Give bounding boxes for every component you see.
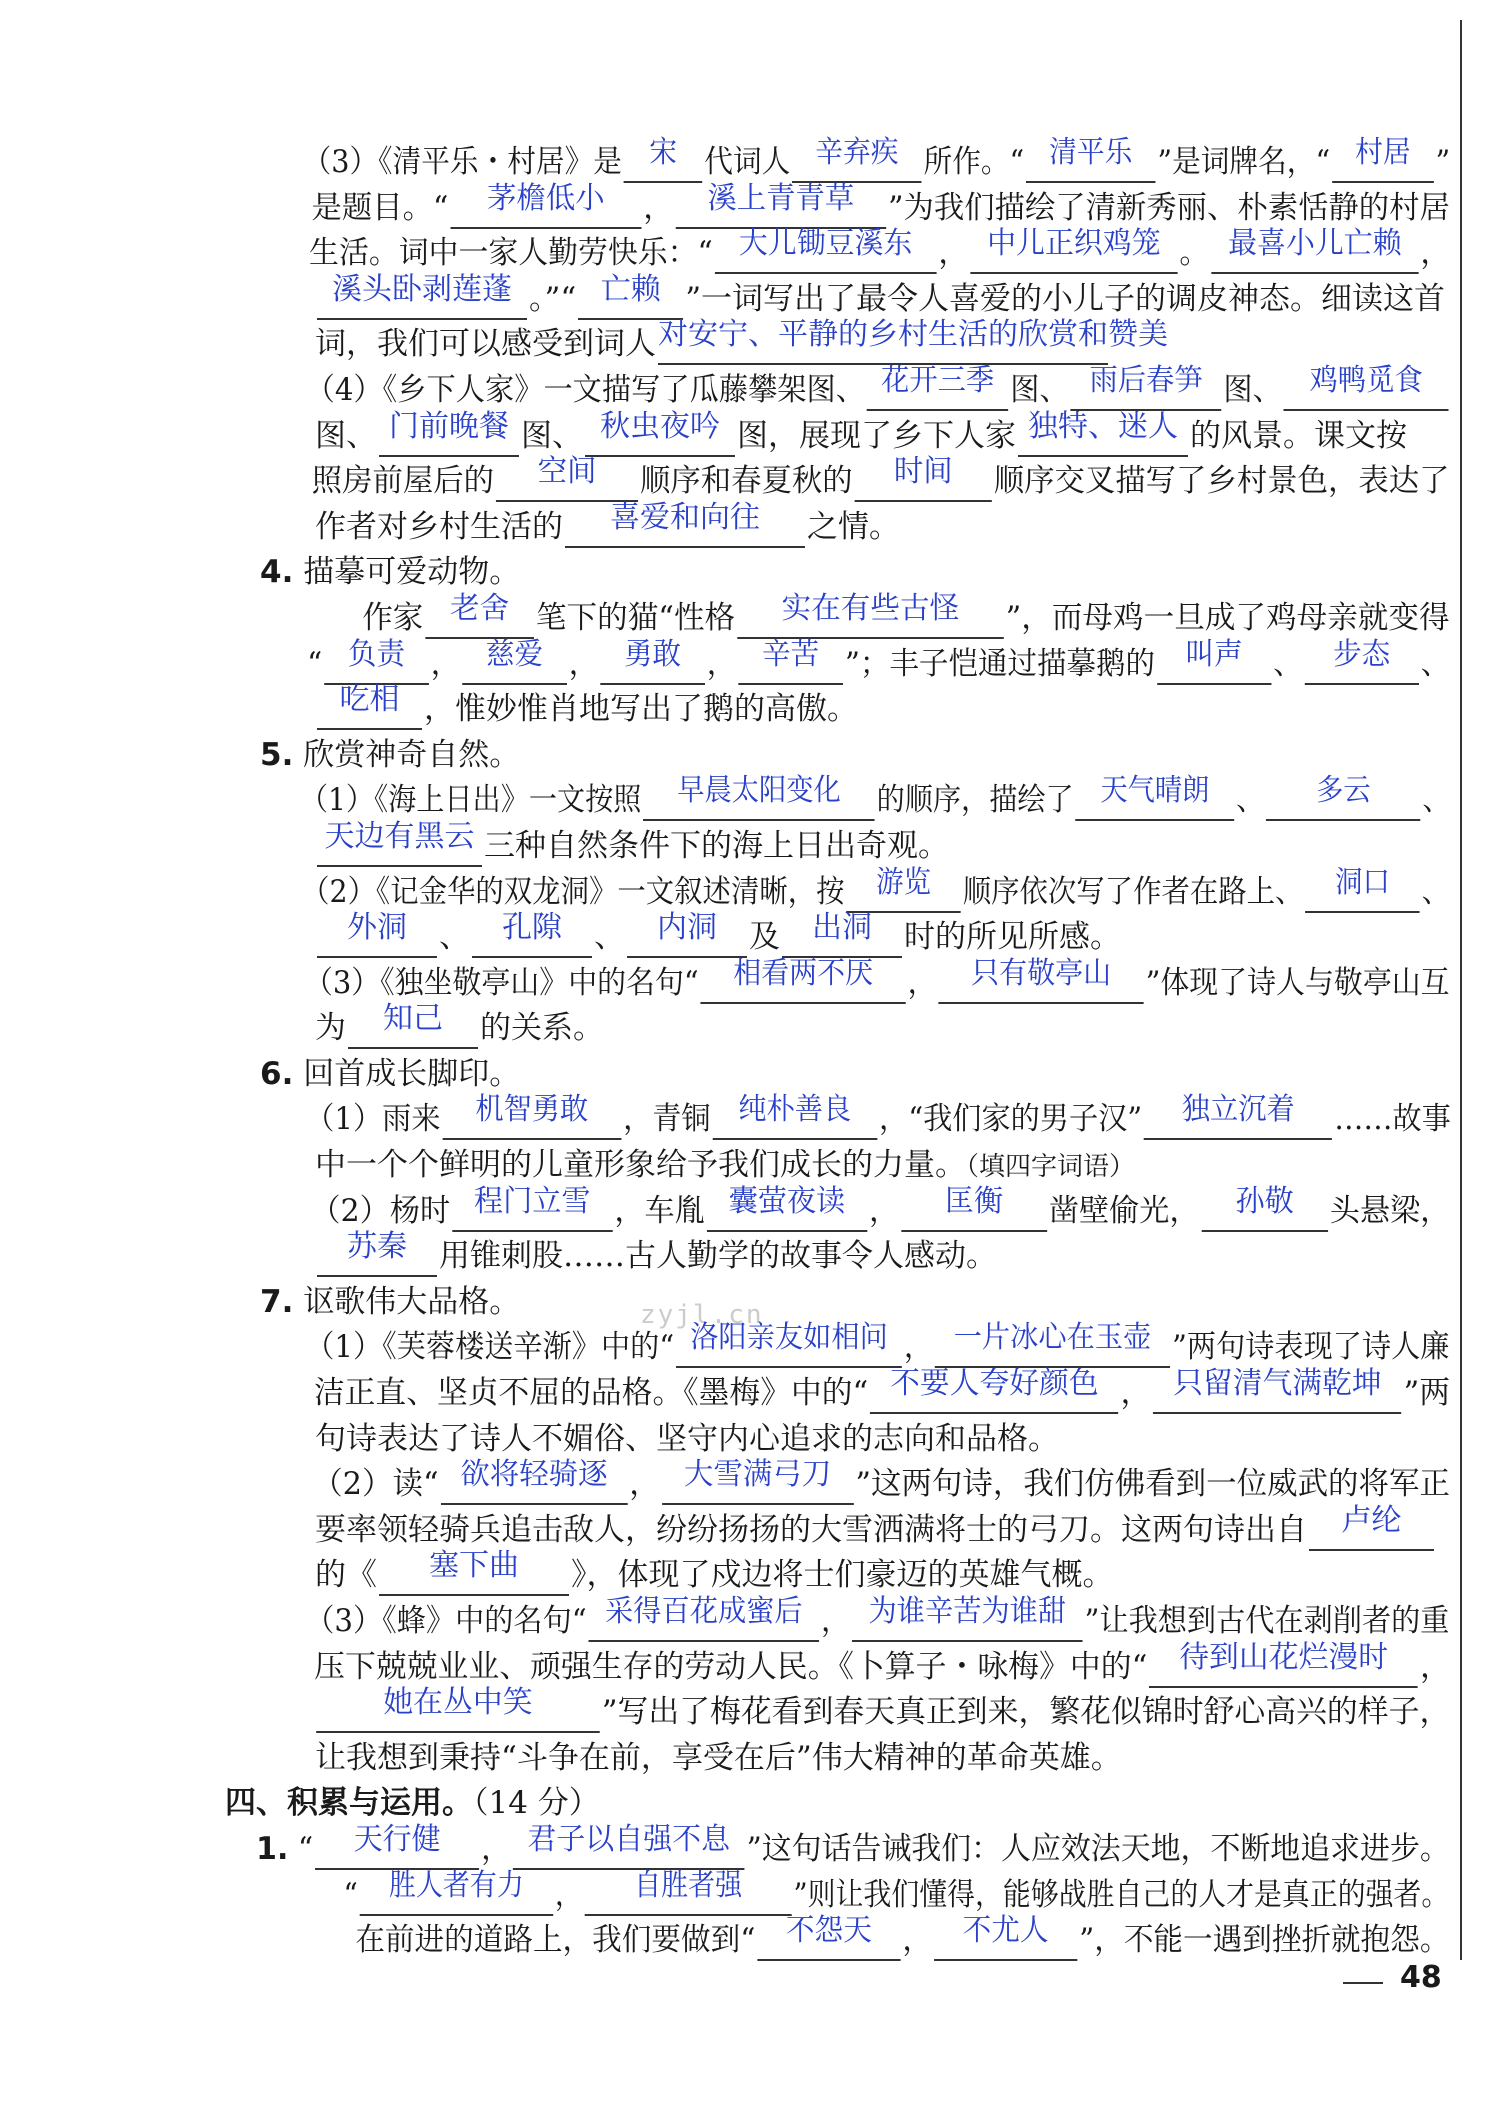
question-title: 讴歌伟大品格。 <box>303 1283 521 1320</box>
answer: 机智勇敢 <box>475 1092 589 1128</box>
answer-blank[interactable] <box>701 955 906 1004</box>
answer: 孔隙 <box>502 910 562 946</box>
answer-blank[interactable] <box>934 1913 1077 1961</box>
text: 的《 <box>315 1557 377 1594</box>
answer: 为谁辛苦为谁甜 <box>868 1594 1067 1629</box>
answer: 清平乐 <box>1049 135 1133 170</box>
answer: 秋虫夜吟 <box>600 408 720 444</box>
answer-blank[interactable] <box>707 1183 867 1232</box>
answer: 一片冰心在玉壶 <box>953 1320 1152 1356</box>
text: 顺序和春夏秋的 <box>640 463 853 500</box>
text: 洁正直、坚贞不屈的品格。《墨梅》中的“ <box>313 1375 869 1412</box>
answer: 相看两不厌 <box>733 955 874 991</box>
text: 句诗表达了诗人不媚俗、坚守内心追求的志向和品格。 <box>315 1420 1059 1457</box>
p3-4-line4 <box>150 499 1450 551</box>
answer: 天气晴朗 <box>1100 773 1210 809</box>
text: （1）雨来 <box>305 1101 441 1138</box>
answer-blank[interactable] <box>658 317 1168 365</box>
text: 在前进的道路上，我们要做到“ <box>355 1922 756 1959</box>
answer-blank[interactable] <box>1075 773 1234 821</box>
answer-blank[interactable] <box>846 864 961 913</box>
answer-blank[interactable] <box>317 818 482 867</box>
text: ”，不能一遇到挫折就抱怨。 <box>1079 1922 1450 1959</box>
text: ”一词写出了最令人喜爱的小儿子的调皮神态。细读这首 <box>685 280 1446 317</box>
answer: 鸡鸭觅食 <box>1309 362 1423 398</box>
text: ”让我想到古代在剥削者的重 <box>1084 1603 1450 1639</box>
answer-blank[interactable] <box>867 362 1008 411</box>
answer: 洛阳亲友如相问 <box>690 1320 888 1356</box>
answer: 茅檐低小 <box>487 180 605 216</box>
answer-blank[interactable] <box>450 180 641 229</box>
text: ”为我们描绘了清新秀丽、朴素恬静的村居 <box>888 189 1450 226</box>
answer: 步态 <box>1333 636 1391 672</box>
text: 压下兢兢业业、顽强生存的劳动人民。《卜算子・咏梅》中的“ <box>314 1648 1148 1685</box>
text: 头悬梁， <box>1329 1192 1451 1229</box>
answer-blank[interactable] <box>442 1092 621 1140</box>
text: 》，体现了戍边将士们豪迈的英雄气概。 <box>571 1557 1114 1594</box>
answer: 知己 <box>383 1001 443 1037</box>
text: ，惟妙惟肖地写出了鹅的高傲。 <box>424 691 858 728</box>
answer-blank[interactable] <box>643 773 875 821</box>
text: ”两句诗表现了诗人廉 <box>1171 1329 1450 1366</box>
answer-blank[interactable] <box>324 636 429 685</box>
answer: 溪上青青草 <box>707 180 855 216</box>
text: ， <box>903 1329 933 1366</box>
answer: 宋 <box>649 135 678 170</box>
answer-blank[interactable] <box>712 1092 877 1140</box>
text: “ <box>297 1830 314 1867</box>
answer-blank[interactable] <box>315 1821 479 1870</box>
answer: 只留清气满乾坤 <box>1173 1366 1382 1402</box>
p3-4-line3 <box>150 454 1450 505</box>
answer: 大雪满弓刀 <box>683 1457 832 1493</box>
text: 之情。 <box>807 508 900 545</box>
text: ”这两句诗，我们仿佛看到一位威武的将军正 <box>855 1466 1450 1503</box>
answer-blank[interactable] <box>1149 1639 1418 1688</box>
text: ， <box>554 1876 583 1913</box>
answer-blank[interactable] <box>757 1913 900 1961</box>
answer: 雨后春笋 <box>1089 362 1203 398</box>
answer-blank[interactable] <box>1305 864 1420 913</box>
question-number: 1. <box>256 1830 289 1867</box>
answer-blank[interactable] <box>348 1001 478 1049</box>
text: （3）《独坐敬亭山》中的名句“ <box>303 964 699 1001</box>
answer: 不怨天 <box>785 1913 872 1949</box>
instruction-note: （填四字词语） <box>966 1152 1136 1183</box>
question-number: 7. <box>260 1283 294 1320</box>
answer: 负责 <box>347 636 406 672</box>
answer-blank[interactable] <box>317 271 527 320</box>
answer-blank[interactable] <box>676 180 886 229</box>
answer: 只有敬亭山 <box>971 955 1112 991</box>
text: ……故事 <box>1334 1101 1451 1138</box>
answer: 苏秦 <box>347 1229 407 1265</box>
answer-blank[interactable] <box>1157 636 1271 685</box>
answer: 多云 <box>1316 773 1371 809</box>
text: 的关系。 <box>480 1010 604 1047</box>
text: ”两 <box>1403 1375 1451 1412</box>
watermark: zyjl.cn <box>640 1300 764 1330</box>
answer: 大儿锄豆溪东 <box>738 226 913 262</box>
answer-blank[interactable] <box>452 1183 612 1232</box>
answer: 纯朴善良 <box>738 1092 852 1128</box>
answer: 吃相 <box>339 682 400 718</box>
text: 、 <box>1273 645 1303 682</box>
answer-blank[interactable] <box>624 135 703 183</box>
text: 笔下的猫“性格 <box>535 599 736 636</box>
answer-blank[interactable] <box>715 226 937 274</box>
answer: 卢纶 <box>1341 1502 1402 1538</box>
text: 的风景。课文按 <box>1190 417 1407 454</box>
text: （3）《清平乐・村居》是 <box>302 144 622 180</box>
text: 图、 <box>521 417 583 454</box>
p3-4-line2 <box>150 408 1450 460</box>
answer-blank[interactable] <box>585 1867 792 1916</box>
question-title: 欣赏神奇自然。 <box>303 736 521 773</box>
q7-2-line2 <box>150 1502 1450 1554</box>
q7-3-line4 <box>150 1736 1450 1782</box>
text: 顺序交叉描写了乡村景色，表达了 <box>993 463 1450 500</box>
text: 图，展现了乡下人家 <box>737 417 1016 454</box>
text: 照房前屋后的 <box>311 463 494 500</box>
answer: 塞下曲 <box>429 1548 519 1584</box>
answer-blank[interactable] <box>317 1229 437 1277</box>
answer: 洞口 <box>1335 864 1391 900</box>
right-margin-rule <box>1460 20 1462 1960</box>
text: 、 <box>1236 782 1265 819</box>
text: 时的所见所感。 <box>904 919 1121 956</box>
answer: 内洞 <box>657 910 717 946</box>
answer: 出洞 <box>812 910 872 946</box>
answer: 对安宁、平静的乡村生活的欣赏和赞美 <box>658 317 1168 353</box>
answer-blank[interactable] <box>738 636 843 685</box>
text: （1）《海上日出》一文按照 <box>299 782 642 819</box>
text: 图、 <box>1010 371 1069 408</box>
question-number: 5. <box>260 736 294 773</box>
page-number: 48 <box>1400 1960 1442 1995</box>
answer-blank[interactable] <box>1153 1366 1401 1414</box>
answer: 独立沉着 <box>1181 1092 1295 1128</box>
answer-blank[interactable] <box>441 1457 628 1505</box>
text: 要率领轻骑兵追击敌人，纷纷扬扬的大雪洒满将士的弓刀。这两句诗出自 <box>315 1511 1307 1548</box>
answer-blank[interactable] <box>585 408 735 457</box>
answer: 程门立雪 <box>473 1183 591 1219</box>
answer: 空间 <box>537 454 597 490</box>
worksheet-content <box>150 135 1451 1964</box>
answer: 匡衡 <box>944 1183 1004 1219</box>
text: ，“我们家的男子汉” <box>879 1101 1143 1138</box>
answer: 时间 <box>893 454 953 490</box>
text: ， <box>1420 235 1451 272</box>
text: ，车胤 <box>614 1192 705 1229</box>
text: ， <box>629 1466 660 1503</box>
text: 作家 <box>362 599 424 636</box>
text: 。”“ <box>529 280 577 317</box>
answer-blank[interactable] <box>1071 362 1222 411</box>
answer-blank[interactable] <box>379 1548 569 1596</box>
text: ， <box>938 235 969 272</box>
text: ”；丰子恺通过描摹鹅的 <box>844 645 1156 682</box>
text: ， <box>1120 1375 1152 1412</box>
q5-1-line2 <box>150 818 1450 870</box>
text: 及 <box>749 919 780 956</box>
answer: 喜爱和向往 <box>610 499 760 535</box>
answer: 早晨太阳变化 <box>677 773 841 809</box>
text: （1）《芙蓉楼送辛渐》中的“ <box>305 1329 675 1366</box>
text: ， <box>869 1192 900 1229</box>
answer: 自胜者强 <box>634 1867 743 1903</box>
text: 用锥刺股……古人勤学的故事令人感动。 <box>439 1238 997 1275</box>
q4-line3 <box>150 682 1450 733</box>
page-number-dash <box>1343 1982 1383 1984</box>
answer-blank[interactable] <box>600 636 705 685</box>
q5-2-line1 <box>150 864 1451 916</box>
q6-1-line1 <box>150 1092 1451 1143</box>
text: （3）《蜂》中的名句“ <box>305 1603 587 1639</box>
answer: 辛弃疾 <box>815 135 899 170</box>
answer: 不尤人 <box>962 1913 1049 1949</box>
text: ”则让我们懂得，能够战胜自己的人才是真正的强者。 <box>793 1876 1450 1913</box>
question-number: 6. <box>260 1055 294 1092</box>
text: ”写出了梅花看到春天真正到来，繁花似锦时舒心高兴的样子， <box>601 1694 1451 1731</box>
text: ，青铜 <box>623 1101 711 1138</box>
text: ， <box>481 1830 511 1867</box>
answer-blank[interactable] <box>1144 1092 1332 1140</box>
question-number: 4. <box>260 554 294 591</box>
text: ”这句话告诫我们：人应效法天地，不断地追求进步。 <box>746 1830 1450 1867</box>
text: 代词人 <box>704 144 791 180</box>
text: 让我想到秉持“斗争在前，享受在后”伟大精神的革命英雄。 <box>315 1739 1122 1776</box>
text: 中一个个鲜明的儿童形象给予我们成长的力量。 <box>315 1147 966 1184</box>
answer: 最喜小儿亡赖 <box>1228 226 1402 262</box>
answer: 实在有些古怪 <box>781 590 960 626</box>
answer-blank[interactable] <box>513 1821 745 1870</box>
question-title: 回首成长脚印。 <box>303 1055 521 1092</box>
answer-blank[interactable] <box>1018 408 1188 457</box>
text: 是题目。“ <box>311 189 449 226</box>
answer-blank[interactable] <box>737 590 1003 639</box>
section-score: （14 分） <box>473 1785 600 1822</box>
section-title: 四、积累与运用。 <box>225 1785 473 1822</box>
answer-blank[interactable] <box>317 910 437 958</box>
text: 的顺序，描绘了 <box>876 782 1074 819</box>
answer-blank[interactable] <box>662 1457 854 1505</box>
answer-blank[interactable] <box>901 1183 1047 1232</box>
text: 作者对乡村生活的 <box>315 508 563 545</box>
text: 凿壁偷光， <box>1048 1192 1200 1229</box>
answer: 欲将轻骑逐 <box>460 1457 608 1493</box>
answer: 勇敢 <box>623 636 682 672</box>
text: ， <box>902 1922 933 1959</box>
s4-q1-line1 <box>150 1821 1450 1873</box>
answer-blank[interactable] <box>462 636 567 685</box>
answer: 花开三季 <box>881 362 995 398</box>
text: ” <box>1435 144 1451 180</box>
text: “ <box>343 1876 358 1913</box>
answer: 她在丛中笑 <box>383 1685 533 1721</box>
p3-4-line1 <box>150 362 1423 414</box>
q7-3-line2 <box>150 1639 1451 1691</box>
answer: 村居 <box>1355 135 1411 170</box>
answer: 采得百花成蜜后 <box>605 1594 803 1629</box>
text: 所作。“ <box>923 144 1025 180</box>
answer: 天边有黑云 <box>324 818 475 854</box>
text: 、 <box>439 919 470 956</box>
text: ， <box>821 1603 851 1639</box>
text: （2）读“ <box>312 1466 439 1503</box>
answer-blank[interactable] <box>1305 636 1419 685</box>
text: ”是词牌名，“ <box>1157 144 1331 180</box>
text: 、 <box>1421 873 1451 910</box>
question-title: 描摹可爱动物。 <box>303 554 521 591</box>
answer: 游览 <box>876 864 932 900</box>
answer: 君子以自强不息 <box>527 1821 731 1857</box>
answer: 胜人者有力 <box>388 1867 524 1903</box>
text: “ <box>307 645 323 682</box>
answer-blank[interactable] <box>935 1320 1170 1368</box>
answer: 不要人夸好颜色 <box>890 1366 1099 1402</box>
answer-blank[interactable] <box>317 682 422 730</box>
answer-blank[interactable] <box>1266 773 1420 821</box>
q7-1-line2 <box>150 1366 1451 1417</box>
answer: 亡赖 <box>600 271 661 307</box>
answer: 老舍 <box>450 590 510 626</box>
text: （2）《记金华的双龙洞》一文叙述清晰，按 <box>301 873 845 910</box>
answer-blank[interactable] <box>1332 135 1434 183</box>
text: ”体现了诗人与敬亭山互 <box>1145 964 1450 1001</box>
answer: 天行健 <box>353 1821 441 1857</box>
text: （2）杨时 <box>310 1192 451 1229</box>
answer-blank[interactable] <box>855 454 992 502</box>
answer-blank[interactable] <box>316 1685 600 1733</box>
answer: 门前晚餐 <box>389 408 509 444</box>
answer-blank[interactable] <box>578 271 683 320</box>
answer: 囊萤夜读 <box>728 1183 846 1219</box>
text: 词，我们可以感受到词人 <box>315 326 656 363</box>
text: 、 <box>1420 645 1451 682</box>
text: 、 <box>594 919 625 956</box>
s4-q1-line3 <box>150 1913 1450 1964</box>
answer: 叫声 <box>1185 636 1243 672</box>
text: ， <box>430 645 461 682</box>
q5-3-line1 <box>150 955 1450 1007</box>
text: 生活。词中一家人勤劳快乐：“ <box>309 235 713 272</box>
answer: 孙敬 <box>1235 1183 1294 1219</box>
answer-blank[interactable] <box>938 955 1143 1004</box>
p3-3-line5 <box>150 317 1450 368</box>
answer-blank[interactable] <box>496 454 638 502</box>
answer-blank[interactable] <box>627 910 747 958</box>
text: ， <box>568 645 599 682</box>
text: 顺序依次写了作者在路上、 <box>962 873 1304 910</box>
section-4-heading <box>150 1781 1450 1827</box>
text: 。 <box>1179 235 1210 272</box>
answer-blank[interactable] <box>472 910 592 958</box>
answer-blank[interactable] <box>1201 1183 1327 1232</box>
answer-blank[interactable] <box>589 1594 820 1642</box>
answer-blank[interactable] <box>1284 362 1449 411</box>
answer-blank[interactable] <box>792 135 922 183</box>
answer-blank[interactable] <box>1211 226 1418 274</box>
text: ， <box>1419 1648 1451 1685</box>
answer: 慈爱 <box>485 636 544 672</box>
answer-blank[interactable] <box>379 408 519 457</box>
answer-blank[interactable] <box>425 590 534 639</box>
answer: 外洞 <box>347 910 407 946</box>
q6-2-line2 <box>150 1229 1450 1280</box>
answer-blank[interactable] <box>782 910 902 958</box>
answer-blank[interactable] <box>1026 135 1156 183</box>
q6-2-line1 <box>150 1183 1451 1235</box>
text: ， <box>643 189 674 226</box>
answer-blank[interactable] <box>870 1366 1118 1414</box>
answer-blank[interactable] <box>565 499 805 548</box>
answer-blank[interactable] <box>676 1320 902 1368</box>
text: ， <box>907 964 937 1001</box>
answer-blank[interactable] <box>970 226 1177 274</box>
s4-q1-line2 <box>150 1867 1450 1919</box>
text: 、 <box>1422 782 1451 819</box>
text: ， <box>706 645 737 682</box>
text: 图、 <box>1223 371 1282 408</box>
text: 为 <box>315 1010 346 1047</box>
text: 图、 <box>315 417 377 454</box>
q7-3-line3 <box>150 1685 1451 1736</box>
text: （4）《乡下人家》一文描写了瓜藤攀架图、 <box>305 371 866 408</box>
text: ”，而母鸡一旦成了鸡母亲就变得 <box>1005 599 1450 636</box>
text: 三种自然条件下的海上日出奇观。 <box>484 827 949 864</box>
q4-line2 <box>150 636 1451 688</box>
q7-2-line1 <box>150 1457 1450 1508</box>
answer: 中儿正织鸡笼 <box>987 226 1161 262</box>
answer: 待到山花烂漫时 <box>1179 1639 1389 1675</box>
answer: 独特、迷人 <box>1028 408 1178 444</box>
answer-blank[interactable] <box>852 1594 1083 1642</box>
answer-blank[interactable] <box>1309 1502 1434 1551</box>
answer: 辛苦 <box>762 636 820 672</box>
answer-blank[interactable] <box>360 1867 554 1916</box>
answer: 溪头卧剥莲蓬 <box>332 271 512 307</box>
q5-3-line2 <box>150 1001 1450 1052</box>
